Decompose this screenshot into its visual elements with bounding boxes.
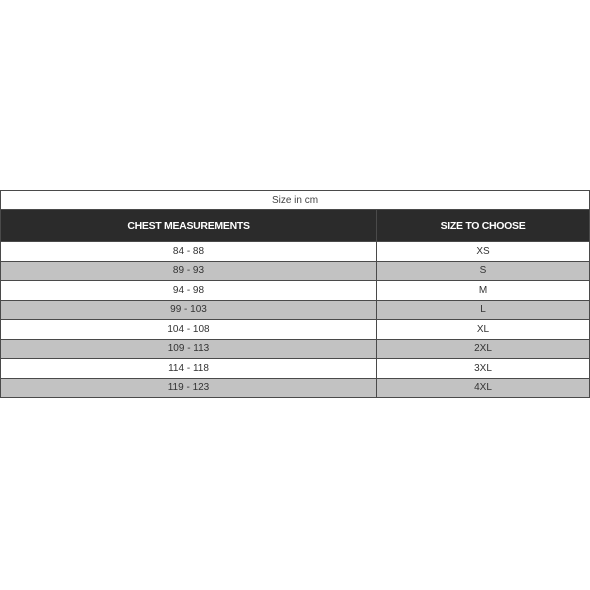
- chest-cell: 94 - 98: [1, 281, 377, 301]
- size-chart-table: [0, 190, 590, 398]
- size-cell: L: [377, 300, 590, 320]
- column-header-chest: CHEST MEASUREMENTS: [1, 210, 377, 242]
- chest-cell: 119 - 123: [1, 378, 377, 398]
- chest-cell: 109 - 113: [1, 339, 377, 359]
- table-row: [1, 281, 590, 301]
- chest-cell: 84 - 88: [1, 242, 377, 262]
- size-cell: XS: [377, 242, 590, 262]
- size-cell: S: [377, 261, 590, 281]
- table-row: [1, 378, 590, 398]
- header-row: [1, 210, 590, 242]
- table-caption: Size in cm: [1, 191, 590, 210]
- caption-row: [1, 191, 590, 210]
- table-row: [1, 320, 590, 340]
- table-row: [1, 300, 590, 320]
- chest-cell: 114 - 118: [1, 359, 377, 379]
- chest-cell: 104 - 108: [1, 320, 377, 340]
- size-cell: 2XL: [377, 339, 590, 359]
- table-row: [1, 339, 590, 359]
- size-cell: 4XL: [377, 378, 590, 398]
- column-header-size: SIZE TO CHOOSE: [377, 210, 590, 242]
- table-row: [1, 359, 590, 379]
- size-cell: M: [377, 281, 590, 301]
- size-chart-body: [1, 191, 590, 398]
- table-row: [1, 242, 590, 262]
- table-row: [1, 261, 590, 281]
- size-cell: 3XL: [377, 359, 590, 379]
- chest-cell: 89 - 93: [1, 261, 377, 281]
- size-cell: XL: [377, 320, 590, 340]
- chest-cell: 99 - 103: [1, 300, 377, 320]
